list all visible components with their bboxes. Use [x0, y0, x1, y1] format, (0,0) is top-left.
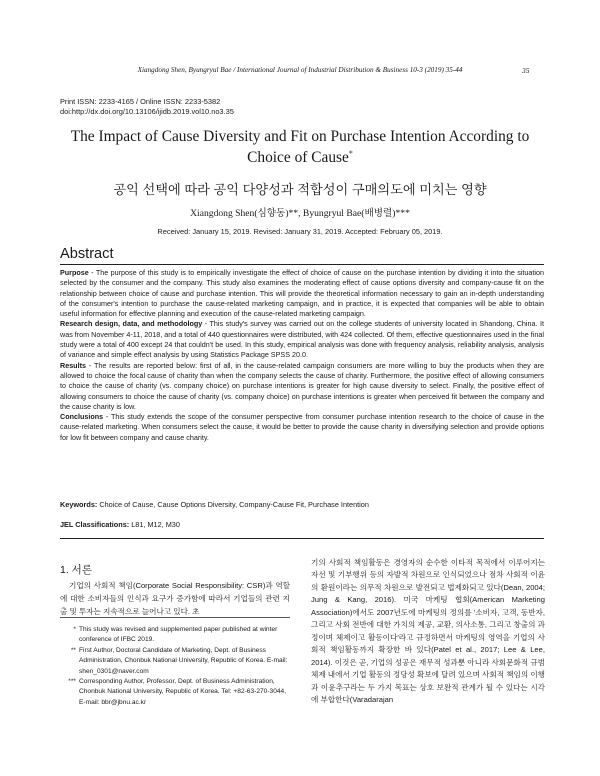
footnote-mark: ** [70, 646, 76, 654]
korean-title: 공익 선택에 따라 공익 다양성과 적합성이 구매의도에 미치는 영향 [113, 182, 487, 197]
footnote-mark: *** [68, 678, 76, 686]
purpose-text: - The purpose of this study is to empirically investigate the effect of choice of cause on the purchase intention by dividing it into the situation selected by the consumer and the company. This study also examines the moderating effect of cause options diversity and company-cause fit on the relationship between choice of cause and purchase intention. This will provide the theoretical information necessary to gain an in-depth understanding of the consumer's intention to purchase the cause-related marketing campaign, and in practice, it is expected that companies will be able to obtain useful information for effective planning and execution of the cause-related marketing campaign. [60, 268, 544, 319]
paper-title [60, 126, 540, 168]
purpose-label: Purpose [60, 268, 89, 277]
design-label: Research design, data, and methodology [60, 319, 203, 329]
issn-block [60, 97, 234, 117]
running-head: Xiangdong Shen, Byungryul Bae / International Journal of Industrial Distribution & Business 10-3 (2019) 35-44 [137, 66, 463, 74]
design-text: - This study's survey was carried out on the college students of university located in Shandong, China. It was from November 4-11, 2018, and a total of 440 questionnaires were distributed, with 424 collected. Of them, effective questionnaires used in the final study were a total of 400 except 24 that couldn't be used. In this study, empirical analysis was done with frequency analysis, reliability analysis, analysis of variance and simple effect analysis by using Statistics Package SPSS 20.0. [60, 319, 544, 360]
footnote-mark: * [73, 626, 76, 633]
received-dates: Received: January 15, 2019. Revised: January 31, 2019. Accepted: February 05, 2019. [157, 227, 443, 236]
footnote-text: This study was revised and supplemented paper published at winter conference of IFBC 2019. [79, 626, 278, 644]
footnote-rule [60, 617, 290, 618]
jel-text: L81, M12, M30 [129, 520, 180, 529]
results-label: Results [60, 360, 86, 370]
authors: Xiangdong Shen(심향동)**, Byungryul Bae(배병렬)*** [190, 208, 410, 219]
page-number: 35 [522, 66, 530, 75]
keywords [60, 500, 544, 509]
footnotes [60, 625, 292, 708]
footnote-text: Corresponding Author, Professor, Dept. of Business Administration, Chonbuk National University, Republic of Korea. Tel: +82-63-270-3044, E-mail: bbr@jbnu.ac.kr [79, 678, 287, 706]
footnote [60, 646, 292, 677]
abstract-conclusions [60, 412, 544, 443]
results-text: - The results are reported below: first of all, in the cause-related campaign consumers are more willing to buy the products when they are allowed to choice the focal cause of charity than when the company selects the cause of charity. Furthermore, the positive effect of allowing consumers to choice the cause of charity (vs. company choice) on purchase intentions is greater for high cause diversity to select. Finally, the positive effect of allowing consumers to choice the cause of charity (vs. company choice) on purchase intentions is greater when perceived fit between the company and the cause charity is low. [60, 360, 544, 411]
footnote [60, 625, 292, 646]
title-footnote-mark: * [348, 148, 353, 158]
abstract-top-rule [60, 264, 544, 265]
keywords-text: Choice of Cause, Cause Options Diversity, Company-Cause Fit, Purchase Intention [97, 500, 369, 509]
right-column-text [311, 557, 545, 706]
title-line-2-text: Choice of Cause [247, 149, 349, 166]
keywords-label: Keywords: [60, 500, 98, 509]
right-column-paragraph: 기의 사회적 책임활동은 경영자의 순수한 이타적 목적에서 이루어지는 자선 및 기부행위 등의 자발적 차원으로 인식되었으나 점차 사회적 이윤의 환원이라는 의무적 차원으로 발전되고 법제화되고 있다(Dean, 2004; Jung & Kang, 2016). 미국 마케팅 협회(American Marketing Association)에서도 2007년도에 마케팅의 정의를 '소비자, 고객, 동반자, 그리고 사회 전반에 대한 가치의 제공, 교환, 의사소통, 그리고 창출의 과정이며 체제이고 활동이다'라고 규정하면서 마케팅의 영역을 기업의 사회적 책임활동까지 확장한 바 있다(Patel et al., 2017; Lee & Lee, 2014). 이것은 곧, 기업의 성공은 재무적 성과뿐 아니라 사회문화적 규범체제 내에서 기업 활동의 정당성 확보에 달려 있으며 사회적 책임의 이행과 이윤추구라는 두 가지 목표는 상호 보완적 관계가 될 수 있다는 시각에 부합한다(Varadarajan [311, 558, 545, 704]
title-line-2 [60, 147, 540, 168]
jel-classifications [60, 520, 544, 529]
footnote [60, 677, 292, 708]
section-heading: 1. 서론 [60, 564, 92, 576]
conclusions-text: - This study extends the scope of the consumer perspective from consumer purchase intention research to the choice of cause in the cause-related marketing. When consumers select the cause, it would be better to provide the cause charity in diversifying selection and provide options for low fit between company and cause charity. [60, 412, 544, 442]
abstract-results [60, 361, 544, 412]
doi-line: doi:http://dx.doi.org/10.13106/ijidb.2019.vol10.no3.35 [60, 107, 234, 116]
left-column-text [60, 580, 290, 618]
issn-line: Print ISSN: 2233-4165 / Online ISSN: 2233-5382 [60, 97, 221, 106]
abstract-purpose [60, 268, 544, 319]
abstract-heading: Abstract [60, 246, 114, 262]
intro-paragraph: 기업의 사회적 책임(Corporate Social Responsibility: CSR)과 역할에 대한 소비자들의 인식과 요구가 증가함에 따라서 기업들의 관련 지출 및 투자는 지속적으로 늘어나고 있다. 초 [60, 581, 290, 616]
conclusions-label: Conclusions [60, 412, 104, 422]
abstract-body [60, 268, 544, 443]
footnote-text: First Author, Doctoral Candidate of Marketing, Dept. of Business Administration, Chonbuk National University, Republic of Korea. E-mail: shen_0301@naver.com [79, 646, 288, 675]
jel-label: JEL Classifications: [60, 520, 130, 529]
abstract-design [60, 319, 544, 360]
title-line-1: The Impact of Cause Diversity and Fit on Purchase Intention According to [70, 128, 530, 145]
abstract-bottom-rule [60, 538, 544, 539]
